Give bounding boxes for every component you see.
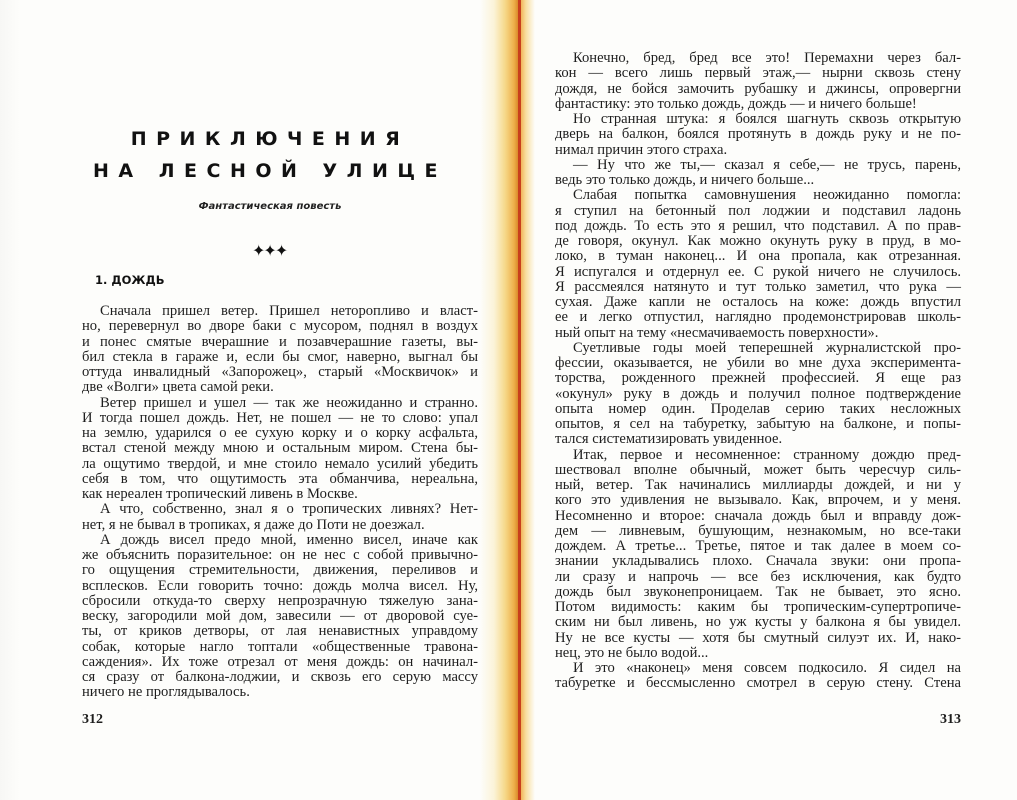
text-line: дем — ливневым, бушующим, незнакомым, но все-таки [555, 522, 961, 539]
text-line: торства, рожденного прежней профессией. Я еще раз [555, 370, 961, 387]
ornament-stars-icon: ✦✦✦ [252, 243, 287, 260]
text-line: на землю, ударился о ее сухую корку и о корку асфальта, [82, 425, 478, 441]
paragraph [82, 533, 478, 701]
text-line: ли сразу и напрочь — все без исключения, как будто [555, 568, 961, 585]
text-line: дождь был звуконепроницаем. Так не бывает, это ясно. [555, 583, 961, 600]
text-line: табуретке и бессмысленно смотрел в серую стену. Стена [555, 675, 961, 692]
text-line: Я испугался и отдернул ее. С рукой ничего не случилось. [555, 263, 961, 280]
paragraph [82, 396, 478, 503]
text-line: ским ни был ливень, но уж кусты у балкона я бы увидел. [555, 614, 961, 631]
text-line: Но странная штука: я боялся шагнуть сквозь открытую [573, 111, 961, 127]
page-number-left: 312 [82, 712, 103, 727]
text-line: Несомненно и второе: сначала дождь был и вправду дож- [555, 507, 961, 524]
text-line: Конечно, бред, бред все это! Перемахни через бал- [573, 50, 961, 66]
text-line: нет, я не бывал в тропиках, я даже до Поти не доезжал. [82, 516, 425, 533]
text-line: А что, собственно, знал я о тропических ливнях? Нет- [100, 501, 478, 518]
text-line: собак, которые нагло топтали «общественные травона- [82, 638, 478, 655]
text-line: ный опыт на тему «несмачиваемость поверхности». [555, 324, 879, 341]
text-line: бил стекла в гараже и, если бы смог, наверно, выгнал бы [82, 348, 478, 365]
text-line: ный, ветер. Так начинались миллиарды дождей, и ни у [555, 477, 961, 493]
text-line: Потом видимость: каким бы тропическим-супертропиче- [555, 599, 961, 615]
text-line: опыта номер один. Проделав серию таких несложных [555, 400, 961, 417]
text-line: Я рассмеялся натянуто и тут только заметил, что рука — [555, 278, 961, 295]
text-line: саждения». Их тоже отрезал от меня дождь: он начинал- [82, 653, 478, 670]
text-line: ее и легко отпустил, наглядно продемонстрировав школь- [555, 309, 961, 326]
text-line: И это «наконец» меня совсем подкосило. Я сидел на [573, 660, 961, 676]
text-line: — Ну что же ты,— сказал я себе,— не трусь, парень, [573, 156, 961, 173]
story-title-line-1: ПРИКЛЮЧЕНИЯ [130, 128, 410, 150]
story-subtitle: Фантастическая повесть [198, 201, 342, 212]
text-line: Суетливые годы моей теперешней журналистской про- [573, 339, 961, 356]
chapter-heading: 1. ДОЖДЬ [95, 273, 165, 287]
text-line: дождя, не бойся замочить рубашку и джинсы, опровергни [555, 80, 961, 97]
right-text-column [555, 51, 961, 692]
story-title-line-2: НА ЛЕСНОЙ УЛИЦЕ [93, 160, 447, 182]
text-line: нец, это не было водой... [555, 644, 709, 661]
text-line: фессии, оказывается, не убили во мне духа эксперимента- [555, 355, 961, 371]
text-line: кого это удивления не вызывало. Как, впрочем, и у меня. [555, 492, 961, 509]
text-line: веску, загородили мой дом, завесили — от дворовой суе- [82, 608, 478, 624]
text-line: «окунул» руку в дождь и получил полное подтверждение [555, 385, 961, 402]
text-line: знании укладывались плохо. Сначала звуки: они пропа- [555, 553, 961, 570]
text-line: две «Волги» цвета самой реки. [82, 379, 274, 396]
text-line: Ну не все кусты — хотя бы смутный силуэт их. И, нако- [555, 629, 961, 646]
text-line: И тогда пошел дождь. Нет, не пошел — не то слово: упал [82, 409, 478, 426]
text-line: и понес смятые вчерашние и позавчерашние газеты, вы- [82, 333, 478, 350]
paragraph [555, 448, 961, 662]
left-text-column [82, 304, 478, 701]
paragraph [555, 51, 961, 112]
text-line: себя в том, что ощутимость эта обманчива, нереальна, [82, 470, 478, 487]
text-line: сбросили откуда-то сверху непрозрачную тяжелую зана- [82, 592, 478, 609]
text-line: локо, в туман наконец... И она пропала, как отрезанная. [555, 248, 961, 265]
text-line: тался систематизировать увиденное. [555, 431, 783, 448]
paragraph [555, 341, 961, 448]
text-line: нимал причин этого страха. [555, 141, 728, 158]
text-line: кон — всего лишь первый этаж,— нырни сквозь стену [555, 65, 961, 82]
text-line: всплесков. Если говорить точно: дождь молча висел. Ну, [82, 577, 478, 594]
text-line: шествовал вполне обычный, может быть чересчур силь- [555, 461, 961, 478]
text-line: ты, от криков детворы, от лая ненавистных управдому [82, 623, 478, 640]
text-line: ла ощутимо твердой, и мне стоило немало усилий убедить [82, 455, 478, 472]
text-line: ведь это только дождь, и ничего больше... [555, 172, 815, 188]
text-line: ничего не проглядывалось. [82, 684, 250, 701]
paragraph [555, 661, 961, 692]
text-line: Ветер пришел и ушел — так же неожиданно и странно. [100, 394, 478, 411]
paragraph [555, 112, 961, 158]
page-number-right: 313 [940, 712, 961, 727]
right-page [521, 0, 1017, 800]
text-line: Сначала пришел ветер. Пришел неторопливо и власт- [100, 303, 478, 319]
text-line: сухая. Даже капли не осталось на коже: дождь впустил [555, 294, 961, 310]
text-line: А дождь висел предо мной, именно висел, иначе как [100, 531, 478, 548]
text-line: но, перевернул во дворе баки с мусором, поднял в воздух [82, 318, 478, 335]
text-line: ся сразу от балкона-лоджии, и сквозь его серую массу [82, 669, 478, 685]
text-line: как нереален тропический ливень в Москве. [82, 486, 358, 502]
paragraph [82, 304, 478, 396]
text-line: дверь на балкон, боялся протянуть в дождь руку и не по- [555, 126, 961, 143]
paragraph [555, 188, 961, 341]
text-line: оттуда инвалидный «Запорожец», старый «Москвичок» и [82, 364, 478, 380]
text-line: же объяснить поразительное: он не нес с собой привычно- [82, 547, 478, 563]
text-line: встал стеной между мною и остальным миром. Стена бы- [82, 440, 478, 457]
text-line: я ступил на бетонный пол лоджии и подставил ладонь [555, 202, 961, 219]
text-line: дождем. А третье... Третье, пятое и так далее в моем со- [555, 538, 961, 554]
paragraph [555, 158, 961, 189]
text-line: де говоря, окунул. Как можно окунуть руку в пруд, в мо- [555, 233, 961, 249]
text-line: фантастику: это только дождь, дождь — и ничего больше! [555, 95, 917, 112]
text-line: Итак, первое и несомненное: странному дождю пред- [573, 446, 961, 463]
paragraph [82, 502, 478, 533]
text-line: опытов, я сел на табуретку, забытую на балконе, и попы- [555, 416, 961, 432]
text-line: го ощущения стремительности, движения, переливов и [82, 562, 478, 579]
text-line: Слабая попытка самовнушения неожиданно помогла: [573, 187, 961, 204]
text-line: под дождь. То есть это я решил, что подставил. А по прав- [555, 217, 961, 234]
